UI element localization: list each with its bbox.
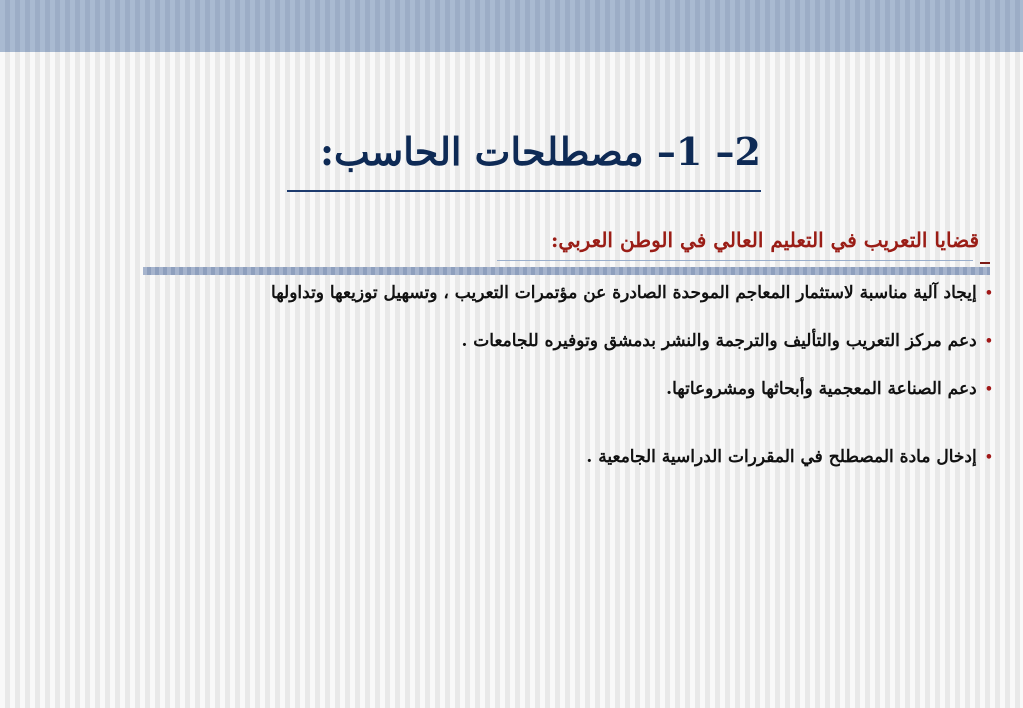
top-decorative-band — [0, 0, 1023, 52]
section-subtitle: قضايا التعريب في التعليم العالي في الوطن العربي: — [551, 228, 979, 252]
bullet-item — [586, 442, 993, 473]
bullet-item — [666, 374, 993, 405]
slide-title: 2– 1– مصطلحات الحاسب: — [320, 129, 761, 174]
bullet-dot-icon: • — [984, 449, 993, 465]
bullet-text: إيجاد آلية مناسبة لاستثمار المعاجم الموحدة الصادرة عن مؤتمرات التعريب ، وتسهيل توزيعها وتداولها — [271, 283, 977, 303]
bullet-dot-icon: • — [984, 285, 993, 301]
bullet-item — [271, 278, 993, 309]
subtitle-tick-mark — [980, 262, 990, 264]
bullet-text: دعم مركز التعريب والتأليف والترجمة والنشر بدمشق وتوفيره للجامعات . — [461, 331, 977, 351]
bullet-item — [461, 326, 993, 357]
bullet-text: إدخال مادة المصطلح في المقررات الدراسية الجامعية . — [586, 447, 977, 467]
title-underline — [287, 190, 761, 192]
bullet-text: دعم الصناعة المعجمية وأبحاثها ومشروعاتها. — [666, 379, 977, 399]
section-divider-bar — [143, 267, 990, 275]
subtitle-underline — [497, 260, 973, 261]
bullet-dot-icon: • — [984, 333, 993, 349]
bullet-dot-icon: • — [984, 381, 993, 397]
